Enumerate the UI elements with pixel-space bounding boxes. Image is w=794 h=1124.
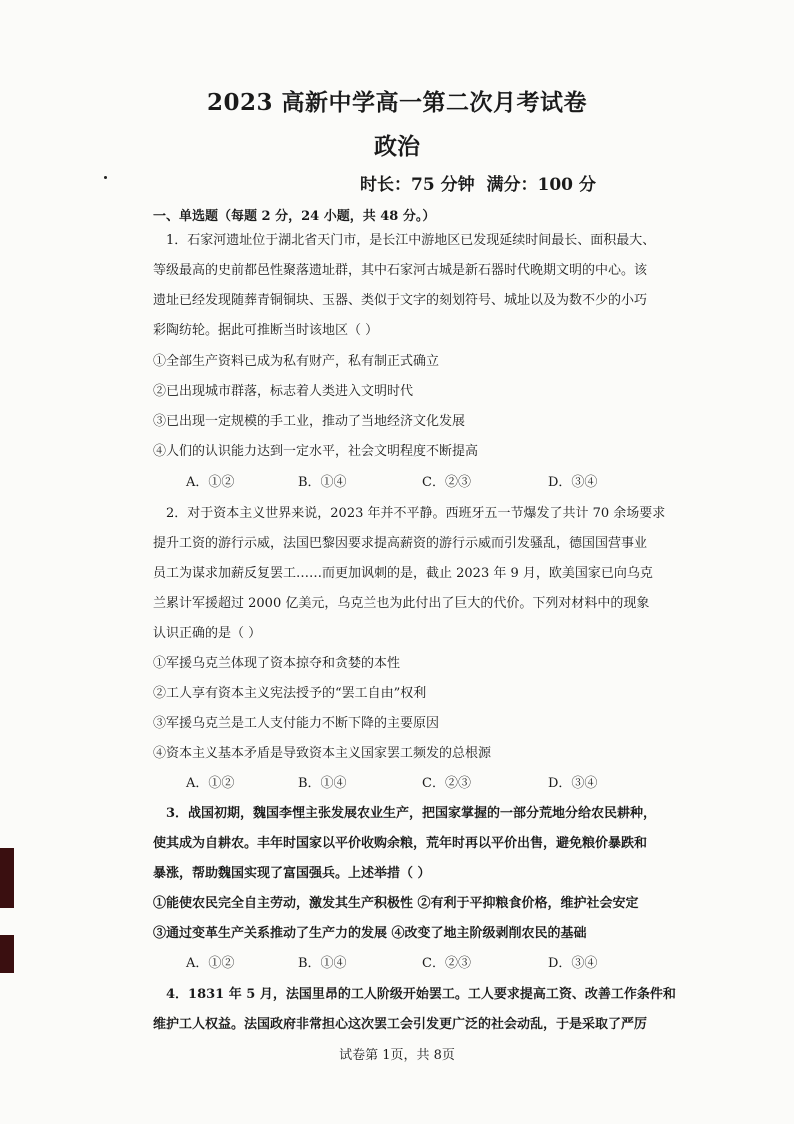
page-footer: 试卷第 1页，共 8页: [339, 1048, 455, 1063]
exam-info: [360, 170, 602, 195]
question-2-stem-line: 兰累计军援超过 2000 亿美元，乌克兰也为此付出了巨大的代价。下列对材料中的现象: [153, 596, 650, 611]
question-2-stem-line: 提升工资的游行示威，法国巴黎因要求提高薪资的游行示威而引发骚乱，德国国营事业: [153, 536, 648, 551]
scan-edge-mark: [0, 848, 14, 908]
scan-speck: [104, 176, 107, 179]
scan-edge-mark: [0, 935, 14, 973]
option-a: A．①②: [186, 776, 235, 791]
section-heading: 一、单选题（每题 2 分，24 小题，共 48 分。）: [153, 209, 436, 224]
exam-title: 2023 高新中学高一第二次月考试卷: [206, 89, 588, 116]
option-b: B．①④: [298, 956, 347, 971]
question-1-item: ④人们的认识能力达到一定水平，社会文明程度不断提高: [153, 444, 479, 459]
exam-duration: 时长：75 分钟: [360, 175, 475, 195]
question-2-item: ④资本主义基本矛盾是导致资本主义国家罢工频发的总根源: [153, 746, 492, 761]
option-a: A．①②: [186, 956, 235, 971]
option-d: D．③④: [548, 475, 598, 490]
question-1-stem-line: 1．石家河遗址位于湖北省天门市，是长江中游地区已发现延续时间最长、面积最大、: [166, 233, 656, 248]
question-2-item: ③军援乌克兰是工人支付能力不断下降的主要原因: [153, 716, 440, 731]
question-2-stem-line: 认识正确的是（ ）: [153, 626, 262, 641]
question-1-stem-line: 彩陶纺轮。据此可推断当时该地区（ ）: [153, 323, 379, 338]
question-3-stem-line: 暴涨，帮助魏国实现了富国强兵。上述举措（ ）: [153, 866, 431, 881]
question-3-item: ①能使农民完全自主劳动，激发其生产积极性 ②有利于平抑粮食价格，维护社会安定: [153, 896, 639, 911]
question-1-item: ①全部生产资料已成为私有财产，私有制正式确立: [153, 354, 440, 369]
option-a: A．①②: [186, 475, 235, 490]
question-4-stem-line: 4．1831 年 5 月，法国里昂的工人阶级开始罢工。工人要求提高工资、改善工作条件和: [166, 987, 676, 1002]
option-b: B．①④: [298, 475, 347, 490]
question-1-stem-line: 遗址已经发现随葬青铜铜块、玉器、类似于文字的刻划符号、城址以及为数不少的小巧: [153, 293, 648, 308]
option-d: D．③④: [548, 776, 598, 791]
option-b: B．①④: [298, 776, 347, 791]
question-2-item: ②工人享有资本主义宪法授予的“罢工自由”权利: [153, 686, 427, 701]
question-2-stem-line: 员工为谋求加薪反复罢工……而更加讽刺的是，截止 2023 年 9 月，欧美国家已向乌克: [153, 566, 653, 581]
question-1-stem-line: 等级最高的史前都邑性聚落遗址群，其中石家河古城是新石器时代晚期文明的中心。该: [153, 263, 648, 278]
question-2-stem-line: 2．对于资本主义世界来说，2023 年并不平静。西班牙五一节爆发了共计 70 余场要求: [166, 506, 666, 521]
question-4-stem-line: 维护工人权益。法国政府非常担心这次罢工会引发更广泛的社会动乱，于是采取了严厉: [153, 1017, 648, 1032]
question-3-stem-line: 使其成为自耕农。丰年时国家以平价收购余粮，荒年时再以平价出售，避免粮价暴跌和: [153, 836, 648, 851]
question-1-item: ②已出现城市群落，标志着人类进入文明时代: [153, 384, 414, 399]
question-1-item: ③已出现一定规模的手工业，推动了当地经济文化发展: [153, 414, 466, 429]
question-3-stem-line: 3．战国初期，魏国李悝主张发展农业生产，把国家掌握的一部分荒地分给农民耕种，: [166, 806, 657, 821]
option-c: C．②③: [422, 475, 471, 490]
option-c: C．②③: [422, 776, 471, 791]
exam-full-score: 满分：100 分: [486, 175, 596, 195]
option-d: D．③④: [548, 956, 598, 971]
option-c: C．②③: [422, 956, 471, 971]
exam-subject: 政治: [374, 133, 420, 160]
question-2-item: ①军援乌克兰体现了资本掠夺和贪婪的本性: [153, 656, 401, 671]
question-3-item: ③通过变革生产关系推动了生产力的发展 ④改变了地主阶级剥削农民的基础: [153, 926, 587, 941]
